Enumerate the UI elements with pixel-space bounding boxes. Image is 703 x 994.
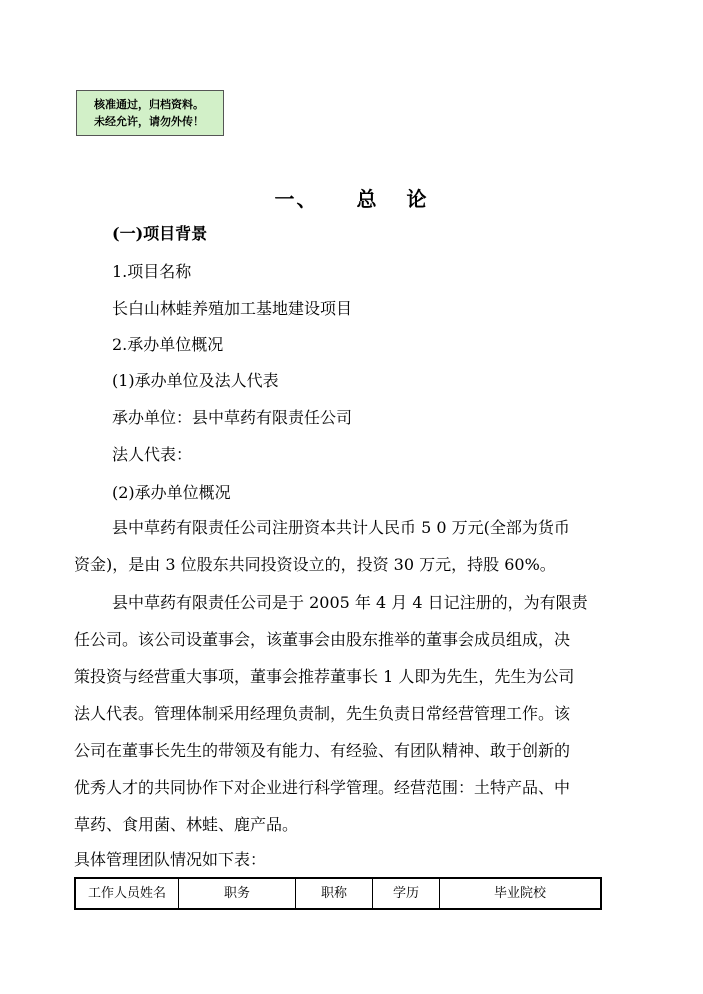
legal-representative-line: 法人代表： [112, 445, 193, 464]
table-header-row [75, 878, 601, 909]
paragraph-2-line: 县中草药有限责任公司是于 2005 年 4 月 4 日记注册的，为有限责 [112, 593, 588, 612]
management-team-table [74, 877, 602, 910]
paragraph-2-line: 优秀人才的共同协作下对企业进行科学管理。经营范围：土特产品、中 [74, 778, 571, 797]
column-header-education: 学历 [373, 878, 440, 909]
organization-line: 承办单位：县中草药有限责任公司 [112, 408, 353, 427]
paragraph-2-line: 任公司。该公司设董事会，该董事会由股东推举的董事会成员组成，决 [74, 630, 571, 649]
project-name: 长白山林蛙养殖加工基地建设项目 [112, 299, 353, 318]
sub-2-label: (2)承办单位概况 [112, 483, 231, 502]
notice-line-1: 核准通过，归档资料。 [94, 98, 204, 111]
chapter-title [0, 183, 703, 212]
column-header-school: 毕业院校 [440, 878, 602, 909]
item-1-label: 1.项目名称 [112, 262, 192, 281]
paragraph-2-line: 策投资与经营重大事项，董事会推荐董事长 1 人即为先生，先生为公司 [74, 667, 575, 686]
column-header-position: 职务 [179, 878, 296, 909]
section-title: (一)项目背景 [112, 224, 208, 243]
column-header-title: 职称 [296, 878, 373, 909]
chapter-title-char-2: 论 [406, 187, 429, 211]
notice-line-2: 未经允许，请勿外传！ [94, 115, 204, 128]
chapter-number: 一、 [274, 187, 319, 211]
table-intro: 具体管理团队情况如下表： [74, 850, 267, 869]
approval-notice-box [76, 90, 224, 136]
paragraph-2-line: 公司在董事长先生的带领及有能力、有经验、有团队精神、敢于创新的 [74, 741, 571, 760]
item-2-label: 2.承办单位概况 [112, 335, 224, 354]
paragraph-2-line: 法人代表。管理体制采用经理负责制，先生负责日常经营管理工作。该 [74, 704, 571, 723]
column-header-name: 工作人员姓名 [75, 878, 179, 909]
paragraph-1-line: 县中草药有限责任公司注册资本共计人民币 5 0 万元(全部为货币 [112, 518, 570, 537]
paragraph-1-line: 资金)，是由 3 位股东共同投资设立的，投资 30 万元，持股 60%。 [74, 555, 556, 574]
paragraph-2-line: 草药、食用菌、林蛙、鹿产品。 [74, 815, 299, 834]
chapter-title-char-1: 总 [356, 187, 379, 211]
sub-1-label: (1)承办单位及法人代表 [112, 371, 279, 390]
